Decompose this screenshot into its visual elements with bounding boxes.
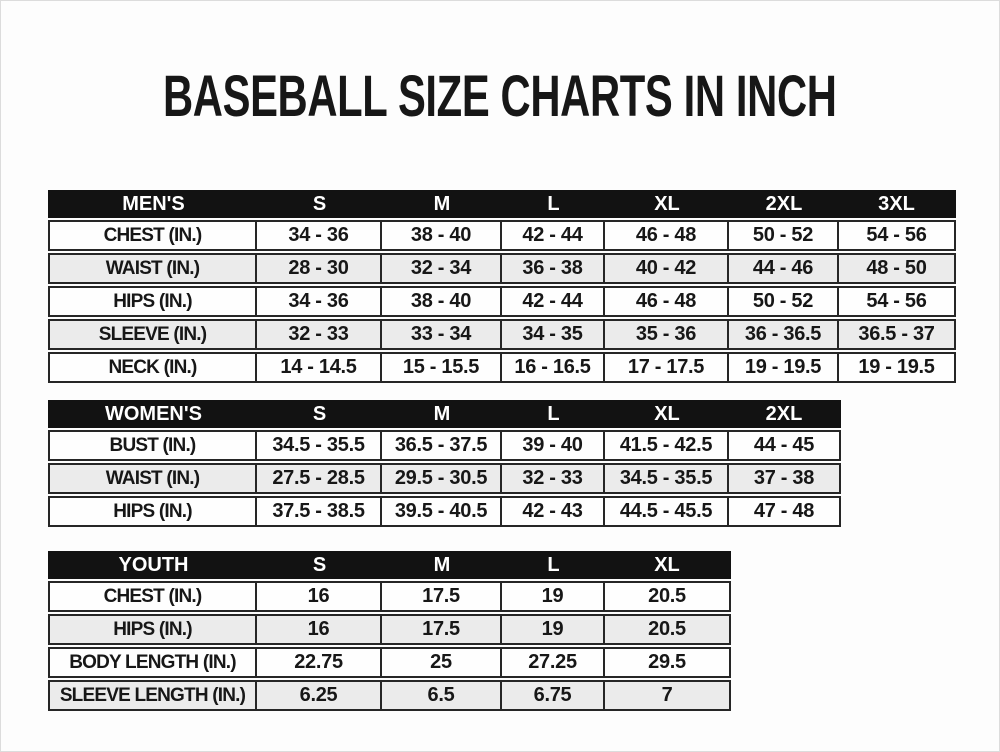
header-cell: 3XL: [878, 192, 915, 215]
row-label-cell: WAIST (IN.): [50, 465, 257, 492]
value-cell: 42 - 43: [502, 498, 605, 525]
value-cell: 41.5 - 42.5: [605, 432, 729, 459]
row-label-cell: HIPS (IN.): [50, 616, 257, 643]
value-cell: 44 - 45: [753, 434, 815, 456]
mens-row-2: [48, 286, 956, 317]
value-cell: 48 - 50: [866, 257, 927, 279]
header-cell: XL: [654, 553, 680, 576]
header-cell: M: [433, 402, 451, 425]
row-label-cell: HIPS (IN.): [50, 498, 257, 525]
value-cell: 17 - 17.5: [605, 354, 729, 381]
value-cell: 25: [382, 649, 502, 676]
row-label-cell: BUST (IN.): [50, 432, 257, 459]
row-label-cell: WAIST (IN.): [50, 255, 257, 282]
value-cell: 33 - 34: [382, 321, 502, 348]
value-cell: 15 - 15.5: [382, 354, 502, 381]
value-cell: 28 - 30: [257, 255, 382, 282]
header-cell: S: [312, 402, 327, 425]
header-cell: 2XL: [765, 402, 803, 425]
value-cell: 6.5: [382, 682, 502, 709]
womens-row-2: [48, 496, 841, 527]
value-cell: 29.5 - 30.5: [382, 465, 502, 492]
value-cell: 27.25: [502, 649, 605, 676]
header-cell: S: [312, 553, 327, 576]
value-cell: 32 - 34: [382, 255, 502, 282]
value-cell: 54 - 56: [866, 224, 927, 246]
value-cell: 19: [502, 583, 605, 610]
value-cell: 19 - 19.5: [858, 356, 935, 378]
womens-row-1: [48, 463, 841, 494]
value-cell: 40 - 42: [605, 255, 729, 282]
header-cell: L: [547, 192, 560, 215]
value-cell: 47 - 48: [753, 500, 815, 522]
value-cell: 32 - 33: [502, 465, 605, 492]
size-table-youth: [48, 551, 731, 713]
value-cell: 19: [502, 616, 605, 643]
row-label-cell: HIPS (IN.): [50, 288, 257, 315]
value-cell: 39 - 40: [502, 432, 605, 459]
value-cell: 14 - 14.5: [257, 354, 382, 381]
page-title-wrap: [0, 64, 1000, 129]
womens-row-0: [48, 430, 841, 461]
value-cell: 17.5: [382, 583, 502, 610]
value-cell: 34.5 - 35.5: [605, 465, 729, 492]
header-cell: XL: [654, 192, 680, 215]
header-cell: L: [547, 402, 560, 425]
mens-row-4: [48, 352, 956, 383]
row-label-cell: BODY LENGTH (IN.): [50, 649, 257, 676]
womens-header-title: WOMEN'S: [105, 402, 202, 425]
value-cell: 38 - 40: [382, 222, 502, 249]
value-cell: 17.5: [382, 616, 502, 643]
value-cell: 19 - 19.5: [729, 354, 839, 381]
value-cell: 29.5: [648, 651, 686, 673]
size-table-mens: [48, 190, 956, 385]
value-cell: 6.75: [502, 682, 605, 709]
value-cell: 37.5 - 38.5: [257, 498, 382, 525]
value-cell: 20.5: [648, 618, 686, 640]
value-cell: 36 - 36.5: [729, 321, 839, 348]
value-cell: 44.5 - 45.5: [605, 498, 729, 525]
value-cell: 34 - 36: [257, 288, 382, 315]
value-cell: 7: [661, 684, 673, 706]
value-cell: 39.5 - 40.5: [382, 498, 502, 525]
mens-header-title: MEN'S: [122, 192, 185, 215]
value-cell: 6.25: [257, 682, 382, 709]
value-cell: 38 - 40: [382, 288, 502, 315]
row-label-cell: SLEEVE LENGTH (IN.): [50, 682, 257, 709]
row-label-cell: CHEST (IN.): [50, 222, 257, 249]
value-cell: 16: [257, 616, 382, 643]
header-cell: L: [547, 553, 560, 576]
value-cell: 36.5 - 37.5: [382, 432, 502, 459]
youth-header-row: [48, 551, 731, 579]
value-cell: 50 - 52: [729, 222, 839, 249]
mens-row-1: [48, 253, 956, 284]
value-cell: 50 - 52: [729, 288, 839, 315]
value-cell: 36.5 - 37: [858, 323, 935, 345]
row-label-cell: SLEEVE (IN.): [50, 321, 257, 348]
value-cell: 16: [257, 583, 382, 610]
mens-row-3: [48, 319, 956, 350]
value-cell: 42 - 44: [502, 288, 605, 315]
header-cell: S: [312, 192, 327, 215]
value-cell: 34 - 36: [257, 222, 382, 249]
value-cell: 32 - 33: [257, 321, 382, 348]
youth-header-title: YOUTH: [118, 553, 189, 576]
youth-row-2: [48, 647, 731, 678]
value-cell: 54 - 56: [866, 290, 927, 312]
mens-header-row: [48, 190, 956, 218]
value-cell: 20.5: [648, 585, 686, 607]
womens-header-row: [48, 400, 841, 428]
value-cell: 35 - 36: [605, 321, 729, 348]
header-cell: M: [433, 553, 451, 576]
value-cell: 46 - 48: [605, 288, 729, 315]
value-cell: 22.75: [257, 649, 382, 676]
youth-row-1: [48, 614, 731, 645]
page-title: BASEBALL SIZE CHARTS IN INCH: [163, 64, 837, 129]
value-cell: 27.5 - 28.5: [257, 465, 382, 492]
header-cell: XL: [654, 402, 680, 425]
row-label-cell: CHEST (IN.): [50, 583, 257, 610]
value-cell: 34.5 - 35.5: [257, 432, 382, 459]
header-cell: 2XL: [765, 192, 803, 215]
value-cell: 42 - 44: [502, 222, 605, 249]
value-cell: 34 - 35: [502, 321, 605, 348]
youth-row-0: [48, 581, 731, 612]
value-cell: 44 - 46: [729, 255, 839, 282]
value-cell: 46 - 48: [605, 222, 729, 249]
value-cell: 16 - 16.5: [502, 354, 605, 381]
value-cell: 36 - 38: [502, 255, 605, 282]
header-cell: M: [433, 192, 451, 215]
size-table-womens: [48, 400, 841, 529]
value-cell: 37 - 38: [753, 467, 815, 489]
youth-row-3: [48, 680, 731, 711]
row-label-cell: NECK (IN.): [50, 354, 257, 381]
mens-row-0: [48, 220, 956, 251]
